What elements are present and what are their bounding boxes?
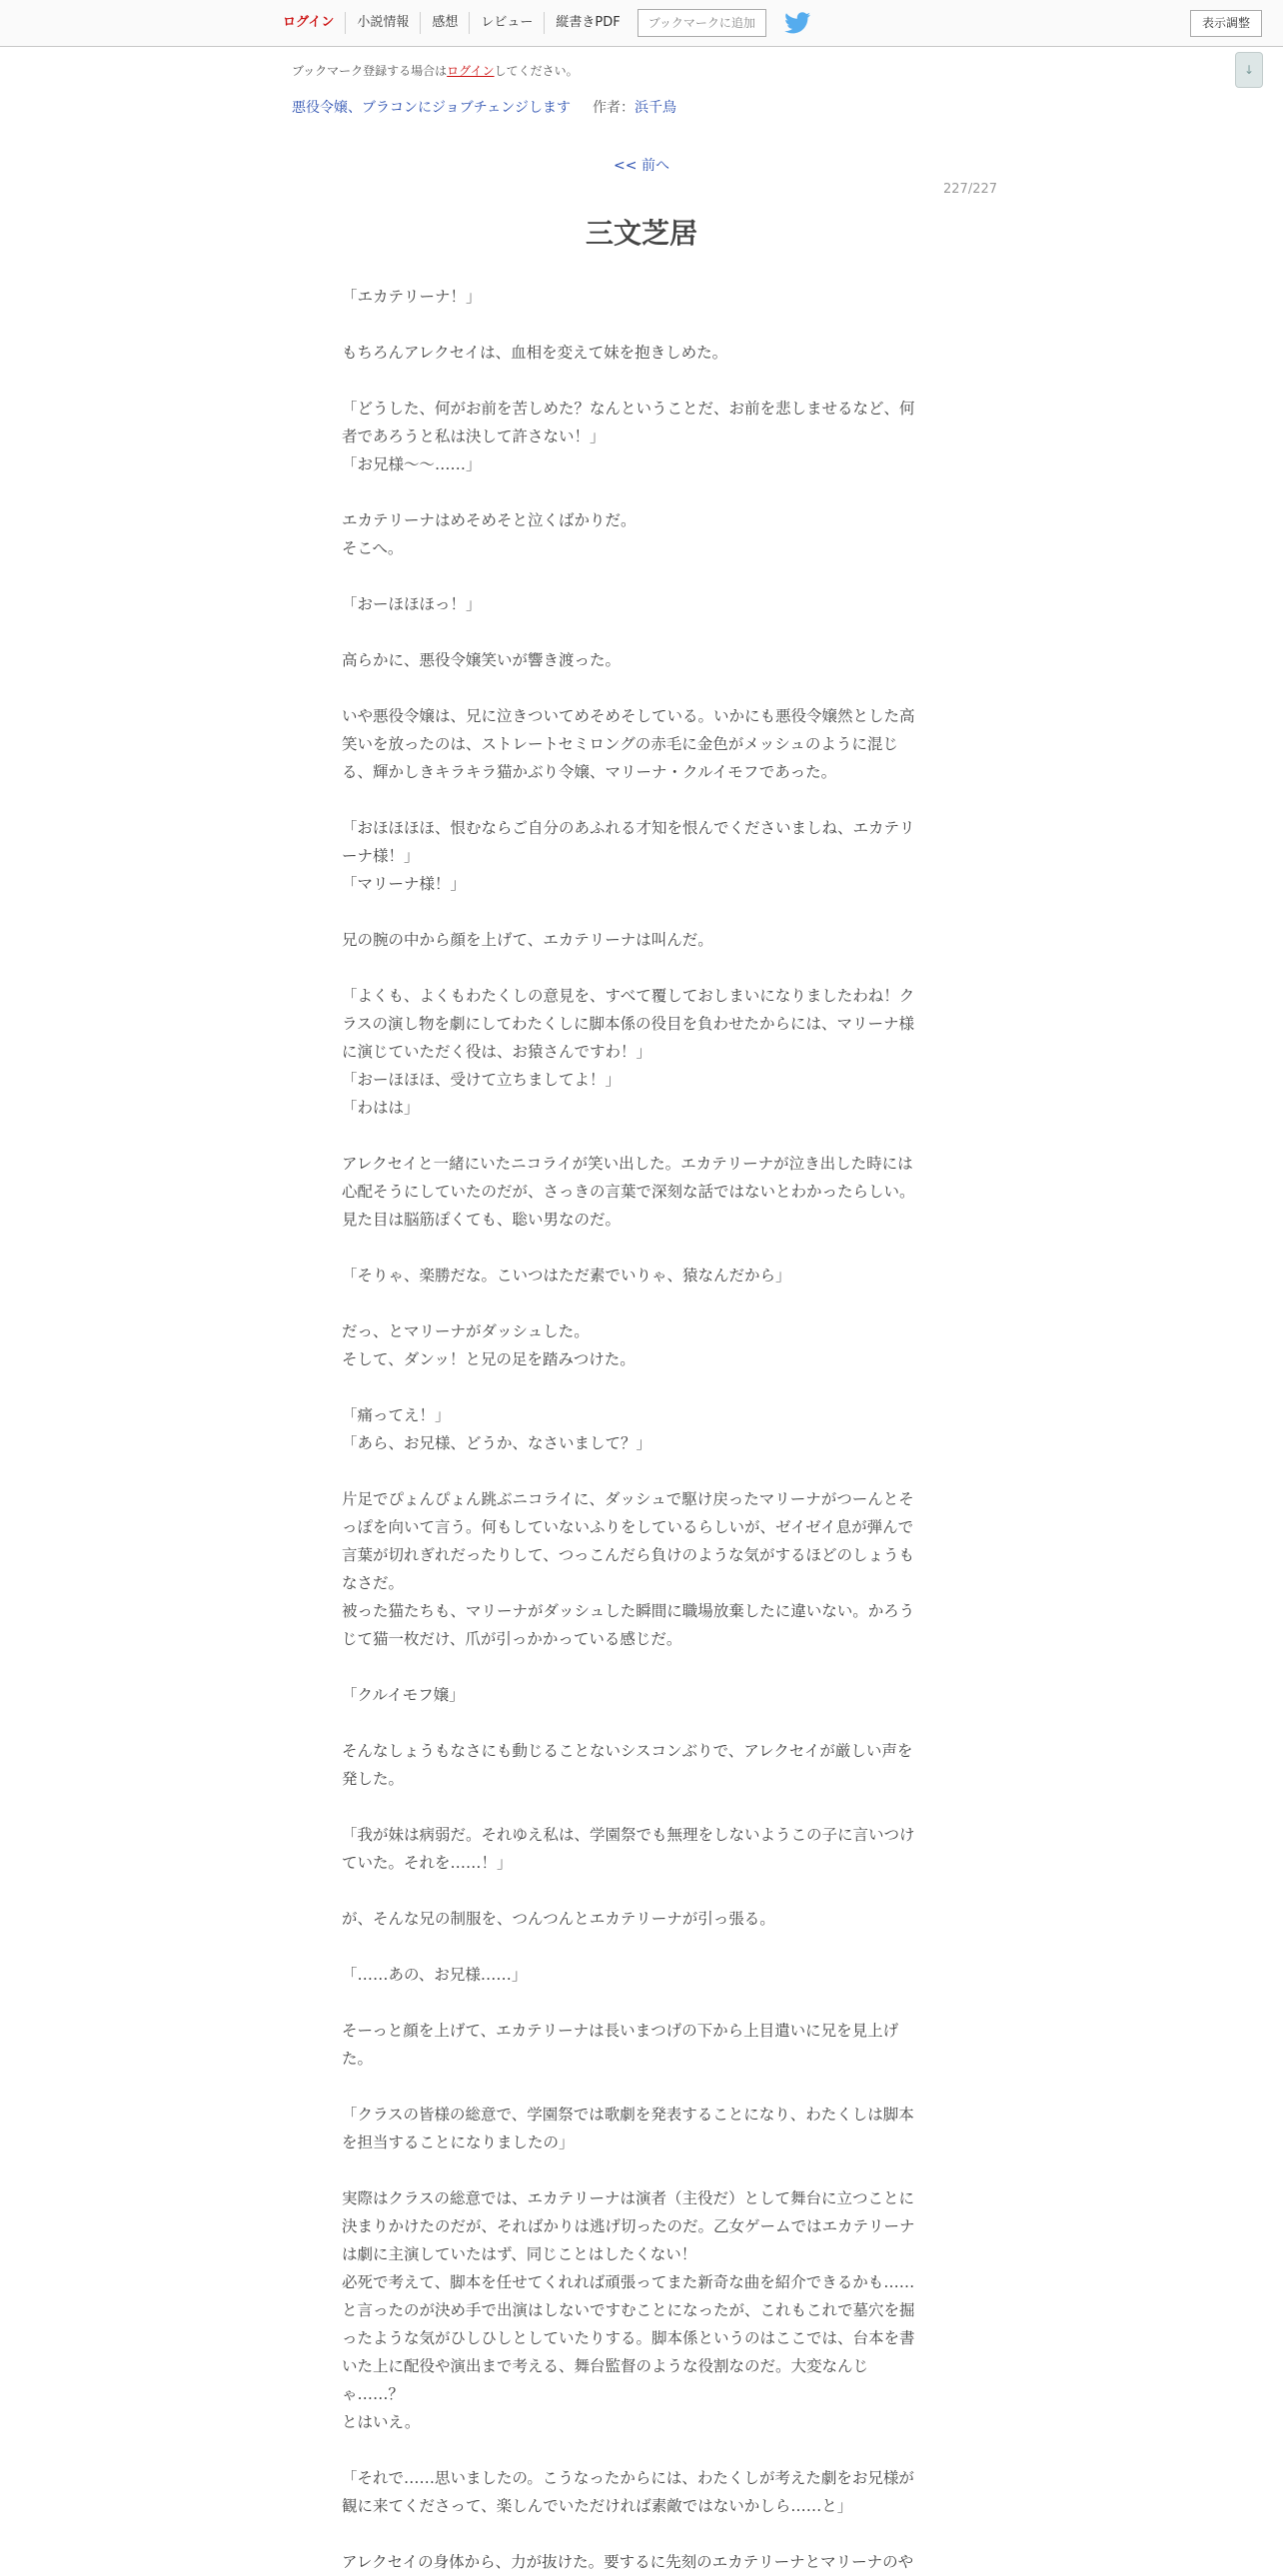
novel-title-line xyxy=(292,97,676,117)
body-line: そーっと顔を上げて、エカテリーナは長いまつげの下から上目遣いに兄を見上げ xyxy=(342,2022,899,2040)
login-link[interactable]: ログイン xyxy=(272,12,346,34)
body-line xyxy=(342,1709,941,1737)
body-line: 見た目は脳筋ぽくても、聡い男なのだ。 xyxy=(342,1211,622,1229)
body-line: 「我が妹は病弱だ。それゆえ私は、学園祭でも無理をしないようこの子に言いつけ xyxy=(342,1826,915,1844)
chapter-body xyxy=(342,283,941,2576)
notice-text-after: してください。 xyxy=(494,64,579,78)
body-line: 「おーほほほ、受けて立ちましてよ！」 xyxy=(342,1071,622,1089)
top-nav-menu xyxy=(272,0,810,46)
body-line: いや悪役令嬢は、兄に泣きついてめそめそしている。いかにも悪役令嬢然とした高 xyxy=(342,707,915,725)
body-line: が、そんな兄の制服を、つんつんとエカテリーナが引っ張る。 xyxy=(342,1910,775,1928)
author-label: 作者： xyxy=(592,100,635,116)
body-line xyxy=(342,1234,941,1262)
notice-login-link[interactable]: ログイン xyxy=(447,64,495,78)
body-line: 「マリーナ様！」 xyxy=(342,875,467,893)
body-line xyxy=(342,1653,941,1681)
vertical-pdf-link[interactable]: 縦書きPDF xyxy=(556,15,621,30)
body-line: 被った猫たちも、マリーナがダッシュした瞬間に職場放棄したに違いない。かろう xyxy=(342,1602,915,1620)
body-line: ーナ様！」 xyxy=(342,847,420,865)
body-line xyxy=(342,618,941,646)
body-line xyxy=(342,1933,941,1961)
body-line: 観に来てくださって、楽しんでいただければ素敵ではないかしら……と」 xyxy=(342,2497,853,2515)
body-line: 「クルイモフ嬢」 xyxy=(342,1686,465,1704)
body-line: 者であろうと私は決して許さない！」 xyxy=(342,428,606,445)
top-navigation-bar xyxy=(0,0,1283,47)
body-line: 「それで……思いましたの。こうなったからには、わたくしが考えた劇をお兄様が xyxy=(342,2469,914,2487)
body-line: そして、ダンッ！と兄の足を踏みつけた。 xyxy=(342,1350,636,1368)
body-line: る、輝かしきキラキラ猫かぶり令嬢、マリーナ・クルイモフであった。 xyxy=(342,763,837,781)
add-bookmark-button[interactable]: ブックマークに追加 xyxy=(638,9,766,37)
body-line: 笑いを放ったのは、ストレートセミロングの赤毛に金色がメッシュのように混じ xyxy=(342,735,898,753)
body-line: 「クラスの皆様の総意で、学園祭では歌劇を発表することになり、わたくしは脚本 xyxy=(342,2106,914,2124)
body-line: 「あら、お兄様、どうか、なさいまして？」 xyxy=(342,1434,652,1452)
body-line: 「よくも、よくもわたくしの意見を、すべて覆しておしまいになりましたわね！ク xyxy=(342,987,915,1005)
body-line xyxy=(342,1989,941,2017)
body-line: 「……あの、お兄様……」 xyxy=(342,1966,528,1984)
novel-title-link[interactable]: 悪役令嬢、ブラコンにジョブチェンジします xyxy=(292,100,571,116)
body-line: 「おーほほほっ！」 xyxy=(342,595,482,613)
body-line xyxy=(342,1793,941,1821)
body-line xyxy=(342,2520,941,2548)
body-line: 実際はクラスの総意では、エカテリーナは演者（主役だ）として舞台に立つことに xyxy=(342,2189,915,2207)
body-line: アレクセイの身体から、力が抜けた。要するに先刻のエカテリーナとマリーナのや xyxy=(342,2553,914,2571)
body-line xyxy=(342,898,941,926)
body-line: 「わはは」 xyxy=(342,1099,420,1117)
body-line: は劇に主演していたはず、同じことはしたくない！ xyxy=(342,2245,697,2263)
body-line: アレクセイと一緒にいたニコライが笑い出した。エカテリーナが泣き出した時には xyxy=(342,1155,913,1173)
body-line: 決まりかけたのだが、そればかりは逃げ切ったのだ。乙女ゲームではエカテリーナ xyxy=(342,2217,915,2235)
body-line: 「どうした、何がお前を苦しめた？なんということだ、お前を悲しませるなど、何 xyxy=(342,400,915,418)
body-line xyxy=(342,311,941,339)
body-line xyxy=(342,674,941,702)
body-line: に演じていただく役は、お猿さんですわ！」 xyxy=(342,1043,652,1061)
body-line xyxy=(342,1877,941,1905)
body-line: なさだ。 xyxy=(342,1574,405,1592)
scroll-down-tab[interactable]: ↓ xyxy=(1235,52,1263,88)
body-line: を担当することになりましたの」 xyxy=(342,2134,575,2151)
twitter-icon[interactable] xyxy=(784,12,810,34)
body-line xyxy=(342,478,941,506)
body-line xyxy=(342,1289,941,1317)
body-line: 必死で考えて、脚本を任せてくれれば頑張ってまた新奇な曲を紹介できるかも…… xyxy=(342,2273,915,2291)
body-line xyxy=(342,786,941,814)
body-line xyxy=(342,1457,941,1485)
body-line: エカテリーナはめそめそと泣くばかりだ。 xyxy=(342,511,637,529)
body-line: いた上に配役や演出まで考える、舞台監督のような役割なのだ。大変なんじ xyxy=(342,2357,869,2375)
body-line: 言葉が切れぎれだったりして、つっこんだら負けのような気がするほどのしょうも xyxy=(342,1546,915,1564)
body-line: っぽを向いて言う。何もしていないふりをしているらしいが、ゼイゼイ息が弾んで xyxy=(342,1518,914,1536)
body-line: ったような気がひしひしとしていたりする。脚本係というのはここでは、台本を書 xyxy=(342,2329,915,2347)
body-line xyxy=(342,1373,941,1401)
chapter-counter: 227/227 xyxy=(943,182,998,197)
pager xyxy=(0,155,1283,175)
body-line: もちろんアレクセイは、血相を変えて妹を抱きしめた。 xyxy=(342,344,728,362)
body-line: 「お兄様〜〜……」 xyxy=(342,455,482,473)
body-line: だっ、とマリーナがダッシュした。 xyxy=(342,1322,590,1340)
body-line: 「痛ってえ！」 xyxy=(342,1406,451,1424)
body-line: 発した。 xyxy=(342,1770,405,1788)
body-line: 「そりゃ、楽勝だな。こいつはただ素でいりゃ、猿なんだから」 xyxy=(342,1267,791,1285)
body-line xyxy=(342,1122,941,1150)
bookmark-login-notice xyxy=(292,62,579,79)
novel-info-link[interactable]: 小説情報 xyxy=(346,12,421,34)
body-line: 高らかに、悪役令嬢笑いが響き渡った。 xyxy=(342,651,622,669)
body-line: ゃ……？ xyxy=(342,2385,405,2403)
body-line: 片足でぴょんぴょん跳ぶニコライに、ダッシュで駆け戻ったマリーナがつーんとそ xyxy=(342,1490,914,1508)
body-line: そこへ。 xyxy=(342,539,404,557)
body-line xyxy=(342,2073,941,2101)
chapter-title: 三文芝居 xyxy=(585,217,697,250)
body-line: じて猫一枚だけ、爪が引っかかっている感じだ。 xyxy=(342,1630,682,1648)
display-settings-button[interactable]: 表示調整 xyxy=(1190,10,1262,37)
body-line xyxy=(342,954,941,982)
impressions-link[interactable]: 感想 xyxy=(421,12,470,34)
prev-chapter-link[interactable]: << 前へ xyxy=(614,158,669,174)
review-link[interactable]: レビュー xyxy=(470,12,545,34)
body-line xyxy=(342,562,941,590)
body-line: 「おほほほほ、恨むならご自分のあふれる才知を恨んでくださいましね、エカテリ xyxy=(342,819,915,837)
body-line xyxy=(342,2436,941,2464)
body-line xyxy=(342,2156,941,2184)
body-line: ラスの演し物を劇にしてわたくしに脚本係の役目を負わせたからには、マリーナ様 xyxy=(342,1015,915,1033)
body-line: ていた。それを……！」 xyxy=(342,1854,513,1872)
body-line: た。 xyxy=(342,2050,374,2068)
body-line: と言ったのが決め手で出演はしないですむことになったが、これもこれで墓穴を掘 xyxy=(342,2301,915,2319)
body-line: 心配そうにしていたのだが、さっきの言葉で深刻な話ではないとわかったらしい。 xyxy=(342,1183,915,1201)
author-link[interactable]: 浜千鳥 xyxy=(634,100,676,116)
body-line xyxy=(342,367,941,395)
notice-text-before: ブックマーク登録する場合は xyxy=(292,64,448,78)
body-line: 兄の腕の中から顔を上げて、エカテリーナは叫んだ。 xyxy=(342,931,713,949)
body-line: 「エカテリーナ！」 xyxy=(342,288,482,306)
body-line: とはいえ。 xyxy=(342,2413,421,2431)
body-line: そんなしょうもなさにも動じることないシスコンぶりで、アレクセイが厳しい声を xyxy=(342,1742,913,1760)
